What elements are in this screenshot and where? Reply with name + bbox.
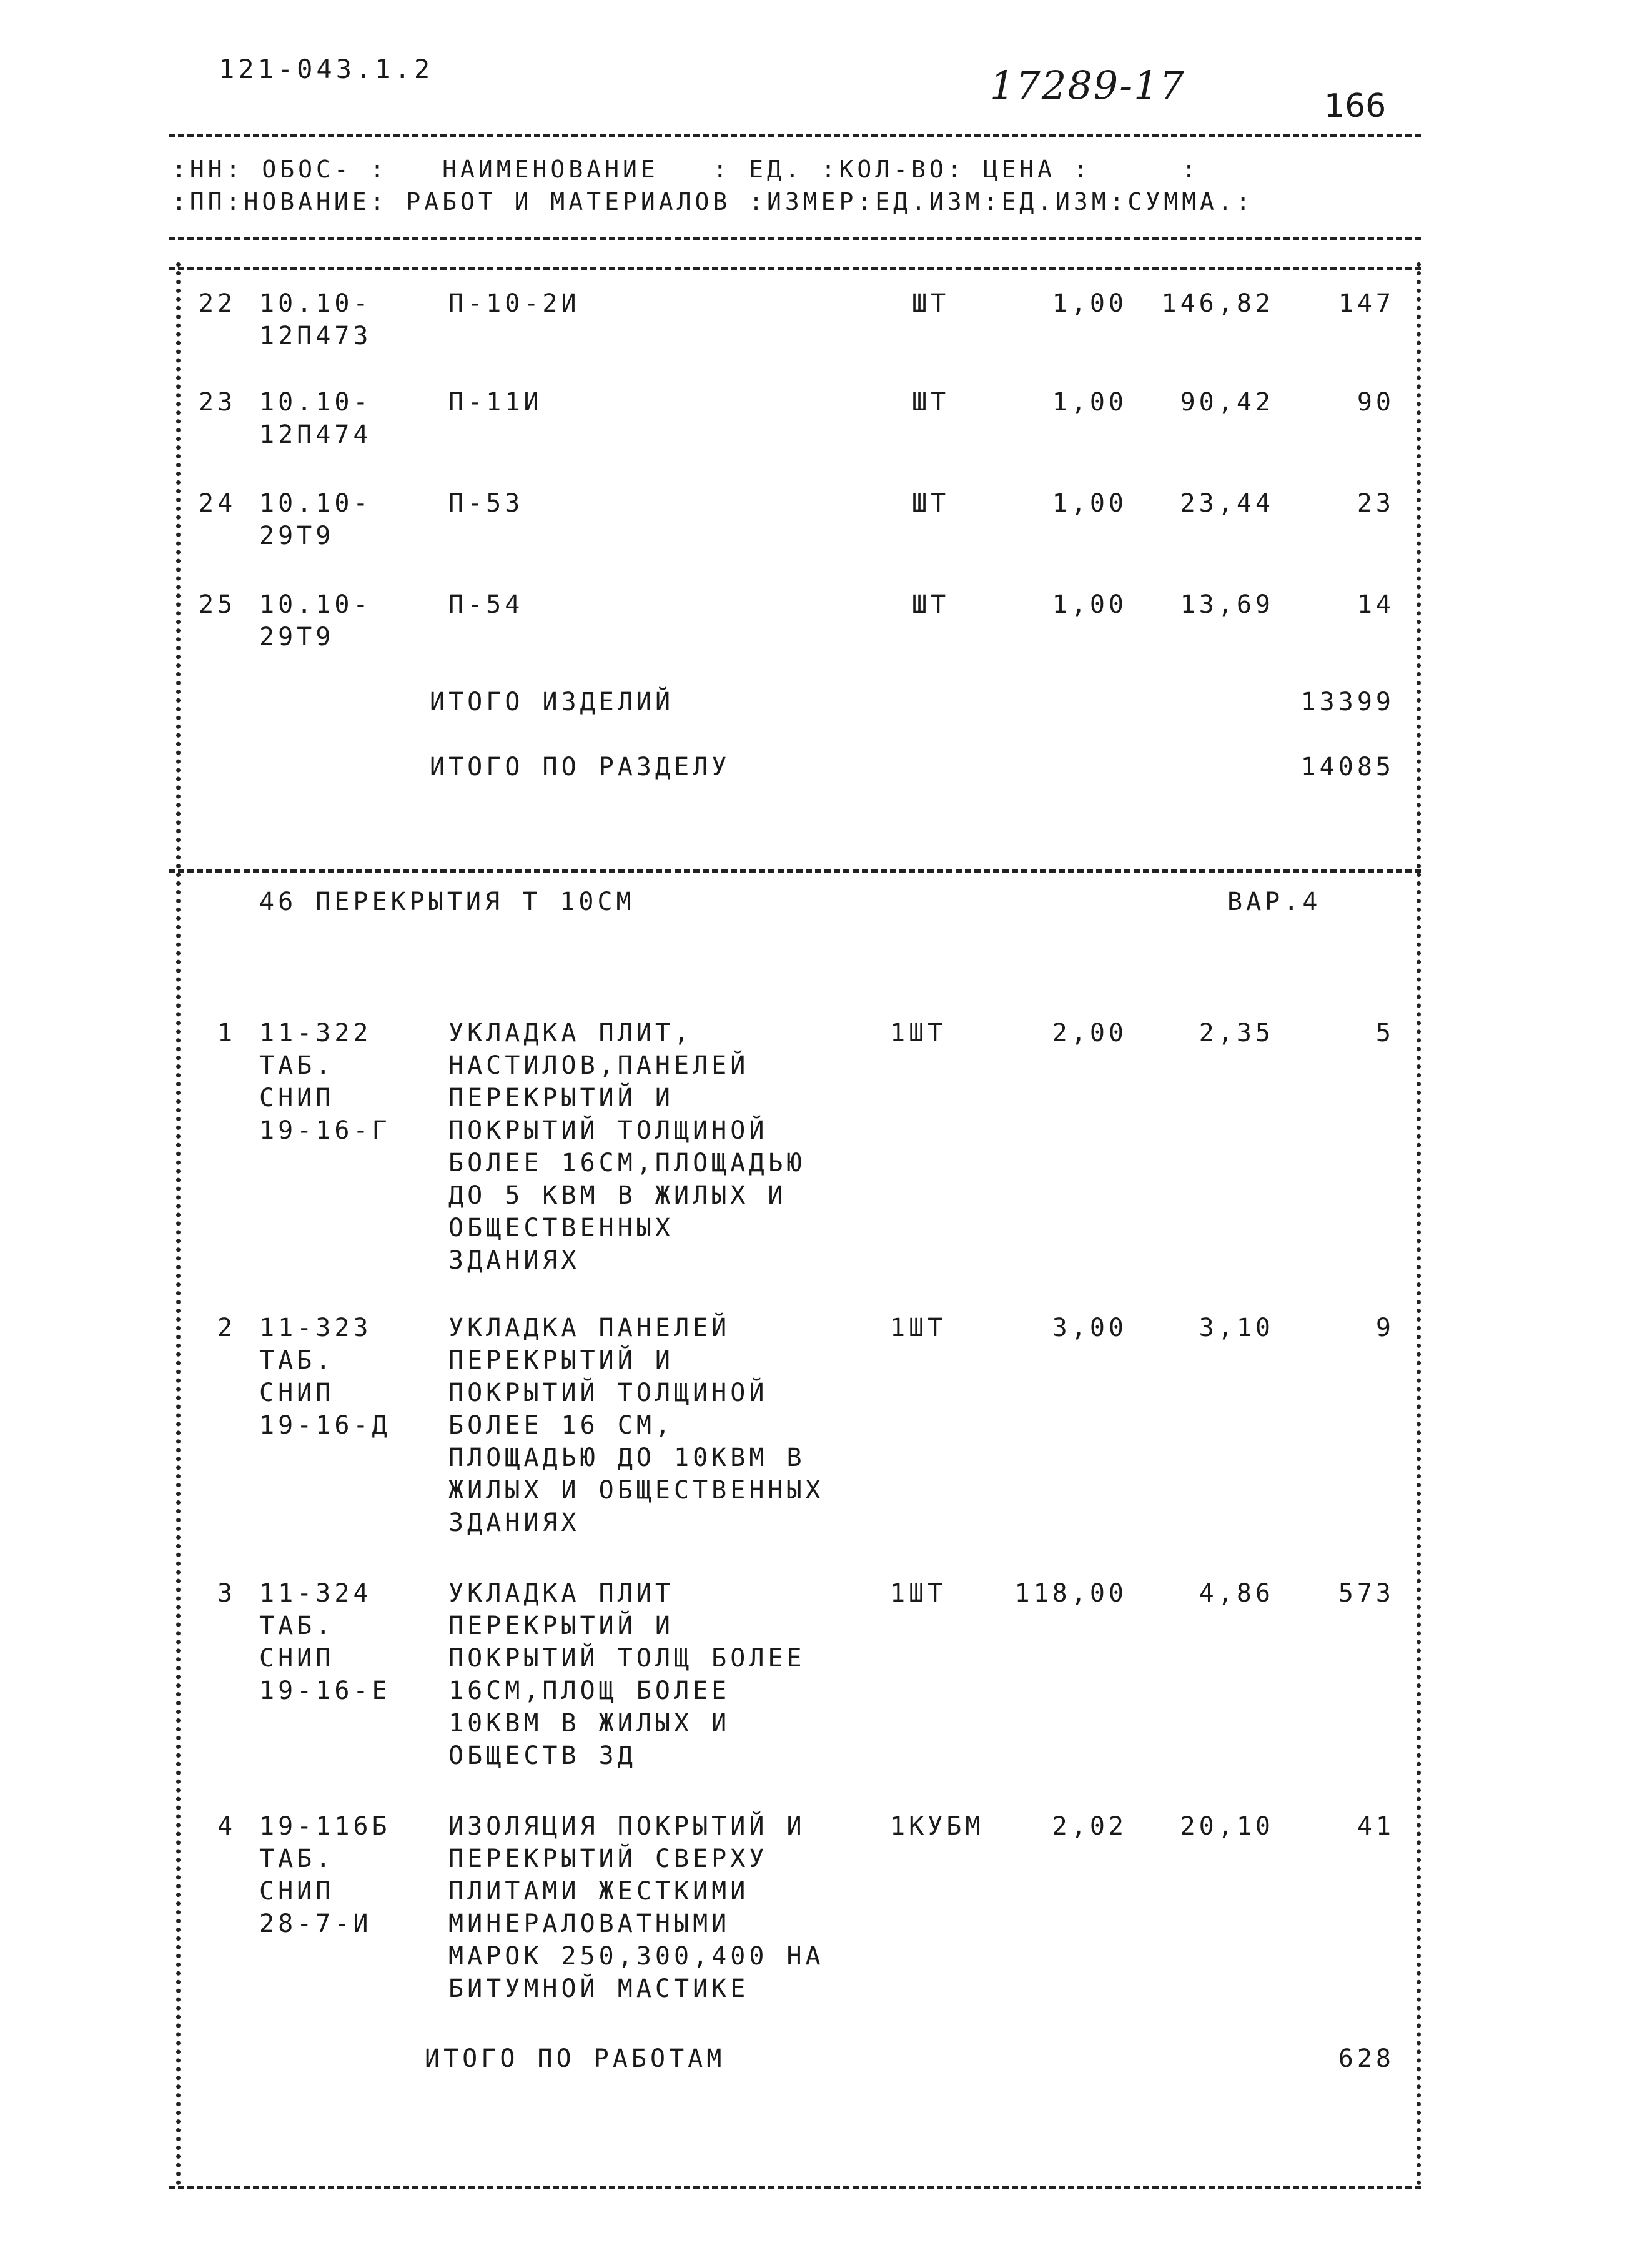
row-price: 3,10 <box>1199 1314 1274 1342</box>
row-name: П-53 <box>448 489 524 518</box>
total-works-label: ИТОГО ПО РАБОТАМ <box>425 2044 726 2073</box>
row-code: 10.10- 29Т9 <box>259 590 372 651</box>
row-sum: 90 <box>1357 388 1395 417</box>
section-rule <box>169 869 1421 873</box>
row-unit: 1ШТ <box>890 1019 947 1047</box>
row-unit: 1КУБМ <box>890 1812 984 1841</box>
row-qty: 1,00 <box>1052 289 1127 318</box>
row-number: 25 <box>199 590 237 619</box>
top-rule <box>169 134 1421 137</box>
row-qty: 2,02 <box>1052 1812 1127 1841</box>
total-items-label: ИТОГО ИЗДЕЛИЙ <box>430 688 675 716</box>
page-number: 166 <box>1324 87 1387 125</box>
column-header-line-1: :НН: ОБОС- : НАИМЕНОВАНИЕ : ЕД. :КОЛ-ВО: ЦЕНА : : <box>172 156 1200 183</box>
row-name: П-11И <box>448 388 543 417</box>
row-price: 4,86 <box>1199 1579 1274 1608</box>
row-number: 4 <box>217 1812 237 1841</box>
row-name: ИЗОЛЯЦИЯ ПОКРЫТИЙ И ПЕРЕКРЫТИЙ СВЕРХУ ПЛИТАМИ ЖЕСТКИМИ МИНЕРАЛОВАТНЫМИ МАРОК 250,300,400 НА БИТУМНОЙ МАСТИКЕ <box>448 1812 824 2003</box>
row-sum: 23 <box>1357 489 1395 518</box>
row-name: П-10-2И <box>448 289 580 318</box>
row-number: 2 <box>217 1314 237 1342</box>
bottom-rule <box>169 2186 1421 2189</box>
document-code: 121-043.1.2 <box>219 54 434 84</box>
row-number: 1 <box>217 1019 237 1047</box>
column-header-line-2: :ПП:НОВАНИЕ: РАБОТ И МАТЕРИАЛОВ :ИЗМЕР:ЕД.ИЗМ:ЕД.ИЗМ:СУММА.: <box>172 188 1254 215</box>
row-qty: 1,00 <box>1052 489 1127 518</box>
row-name: П-54 <box>448 590 524 619</box>
row-unit: 1ШТ <box>890 1314 947 1342</box>
section-variant: ВАР.4 <box>1227 888 1322 916</box>
row-number: 3 <box>217 1579 237 1608</box>
row-code: 10.10- 12П474 <box>259 388 372 449</box>
left-border <box>176 262 181 2186</box>
row-code: 10.10- 12П473 <box>259 289 372 350</box>
row-number: 24 <box>199 489 237 518</box>
row-sum: 9 <box>1375 1314 1395 1342</box>
row-code: 11-324 ТАБ. СНИП 19-16-Е <box>259 1579 391 1705</box>
row-sum: 41 <box>1357 1812 1395 1841</box>
header-rule-2 <box>169 267 1421 270</box>
row-price: 90,42 <box>1180 388 1274 417</box>
row-price: 20,10 <box>1180 1812 1274 1841</box>
section-title: 46 ПЕРЕКРЫТИЯ Т 10СМ <box>259 888 635 916</box>
row-qty: 1,00 <box>1052 388 1127 417</box>
row-unit: ШТ <box>912 489 950 518</box>
total-section-label: ИТОГО ПО РАЗДЕЛУ <box>430 753 731 781</box>
row-sum: 14 <box>1357 590 1395 619</box>
row-number: 22 <box>199 289 237 318</box>
row-qty: 3,00 <box>1052 1314 1127 1342</box>
row-number: 23 <box>199 388 237 417</box>
header-rule-1 <box>169 237 1421 240</box>
row-sum: 147 <box>1338 289 1395 318</box>
row-unit: ШТ <box>912 590 950 619</box>
row-code: 19-116Б ТАБ. СНИП 28-7-И <box>259 1812 391 1938</box>
total-section-value: 14085 <box>1300 753 1395 781</box>
row-sum: 573 <box>1338 1579 1395 1608</box>
row-unit: 1ШТ <box>890 1579 947 1608</box>
row-price: 13,69 <box>1180 590 1274 619</box>
row-name: УКЛАДКА ПЛИТ ПЕРЕКРЫТИЙ И ПОКРЫТИЙ ТОЛЩ БОЛЕЕ 16СМ,ПЛОЩ БОЛЕЕ 10КВМ В ЖИЛЫХ И ОБЩЕСТВ ЗД <box>448 1579 806 1770</box>
total-works-value: 628 <box>1338 2044 1395 2073</box>
row-code: 11-322 ТАБ. СНИП 19-16-Г <box>259 1019 391 1145</box>
row-qty: 1,00 <box>1052 590 1127 619</box>
row-price: 23,44 <box>1180 489 1274 518</box>
row-sum: 5 <box>1375 1019 1395 1047</box>
row-qty: 118,00 <box>1014 1579 1127 1608</box>
row-unit: ШТ <box>912 289 950 318</box>
row-name: УКЛАДКА ПАНЕЛЕЙ ПЕРЕКРЫТИЙ И ПОКРЫТИЙ ТОЛЩИНОЙ БОЛЕЕ 16 СМ, ПЛОЩАДЬЮ ДО 10КВМ В ЖИЛЫХ И ОБЩЕСТВЕННЫХ ЗДАНИЯХ <box>448 1314 824 1537</box>
row-code: 10.10- 29Т9 <box>259 489 372 550</box>
row-qty: 2,00 <box>1052 1019 1127 1047</box>
row-code: 11-323 ТАБ. СНИП 19-16-Д <box>259 1314 391 1440</box>
row-unit: ШТ <box>912 388 950 417</box>
row-price: 146,82 <box>1161 289 1274 318</box>
row-price: 2,35 <box>1199 1019 1274 1047</box>
total-items-value: 13399 <box>1300 688 1395 716</box>
handwritten-reference: 17289-17 <box>990 62 1186 108</box>
row-name: УКЛАДКА ПЛИТ, НАСТИЛОВ,ПАНЕЛЕЙ ПЕРЕКРЫТИЙ И ПОКРЫТИЙ ТОЛЩИНОЙ БОЛЕЕ 16СМ,ПЛОЩАДЬЮ ДО 5 КВМ В ЖИЛЫХ И ОБЩЕСТВЕННЫХ ЗДАНИЯХ <box>448 1019 806 1275</box>
right-border <box>1417 262 1421 2186</box>
